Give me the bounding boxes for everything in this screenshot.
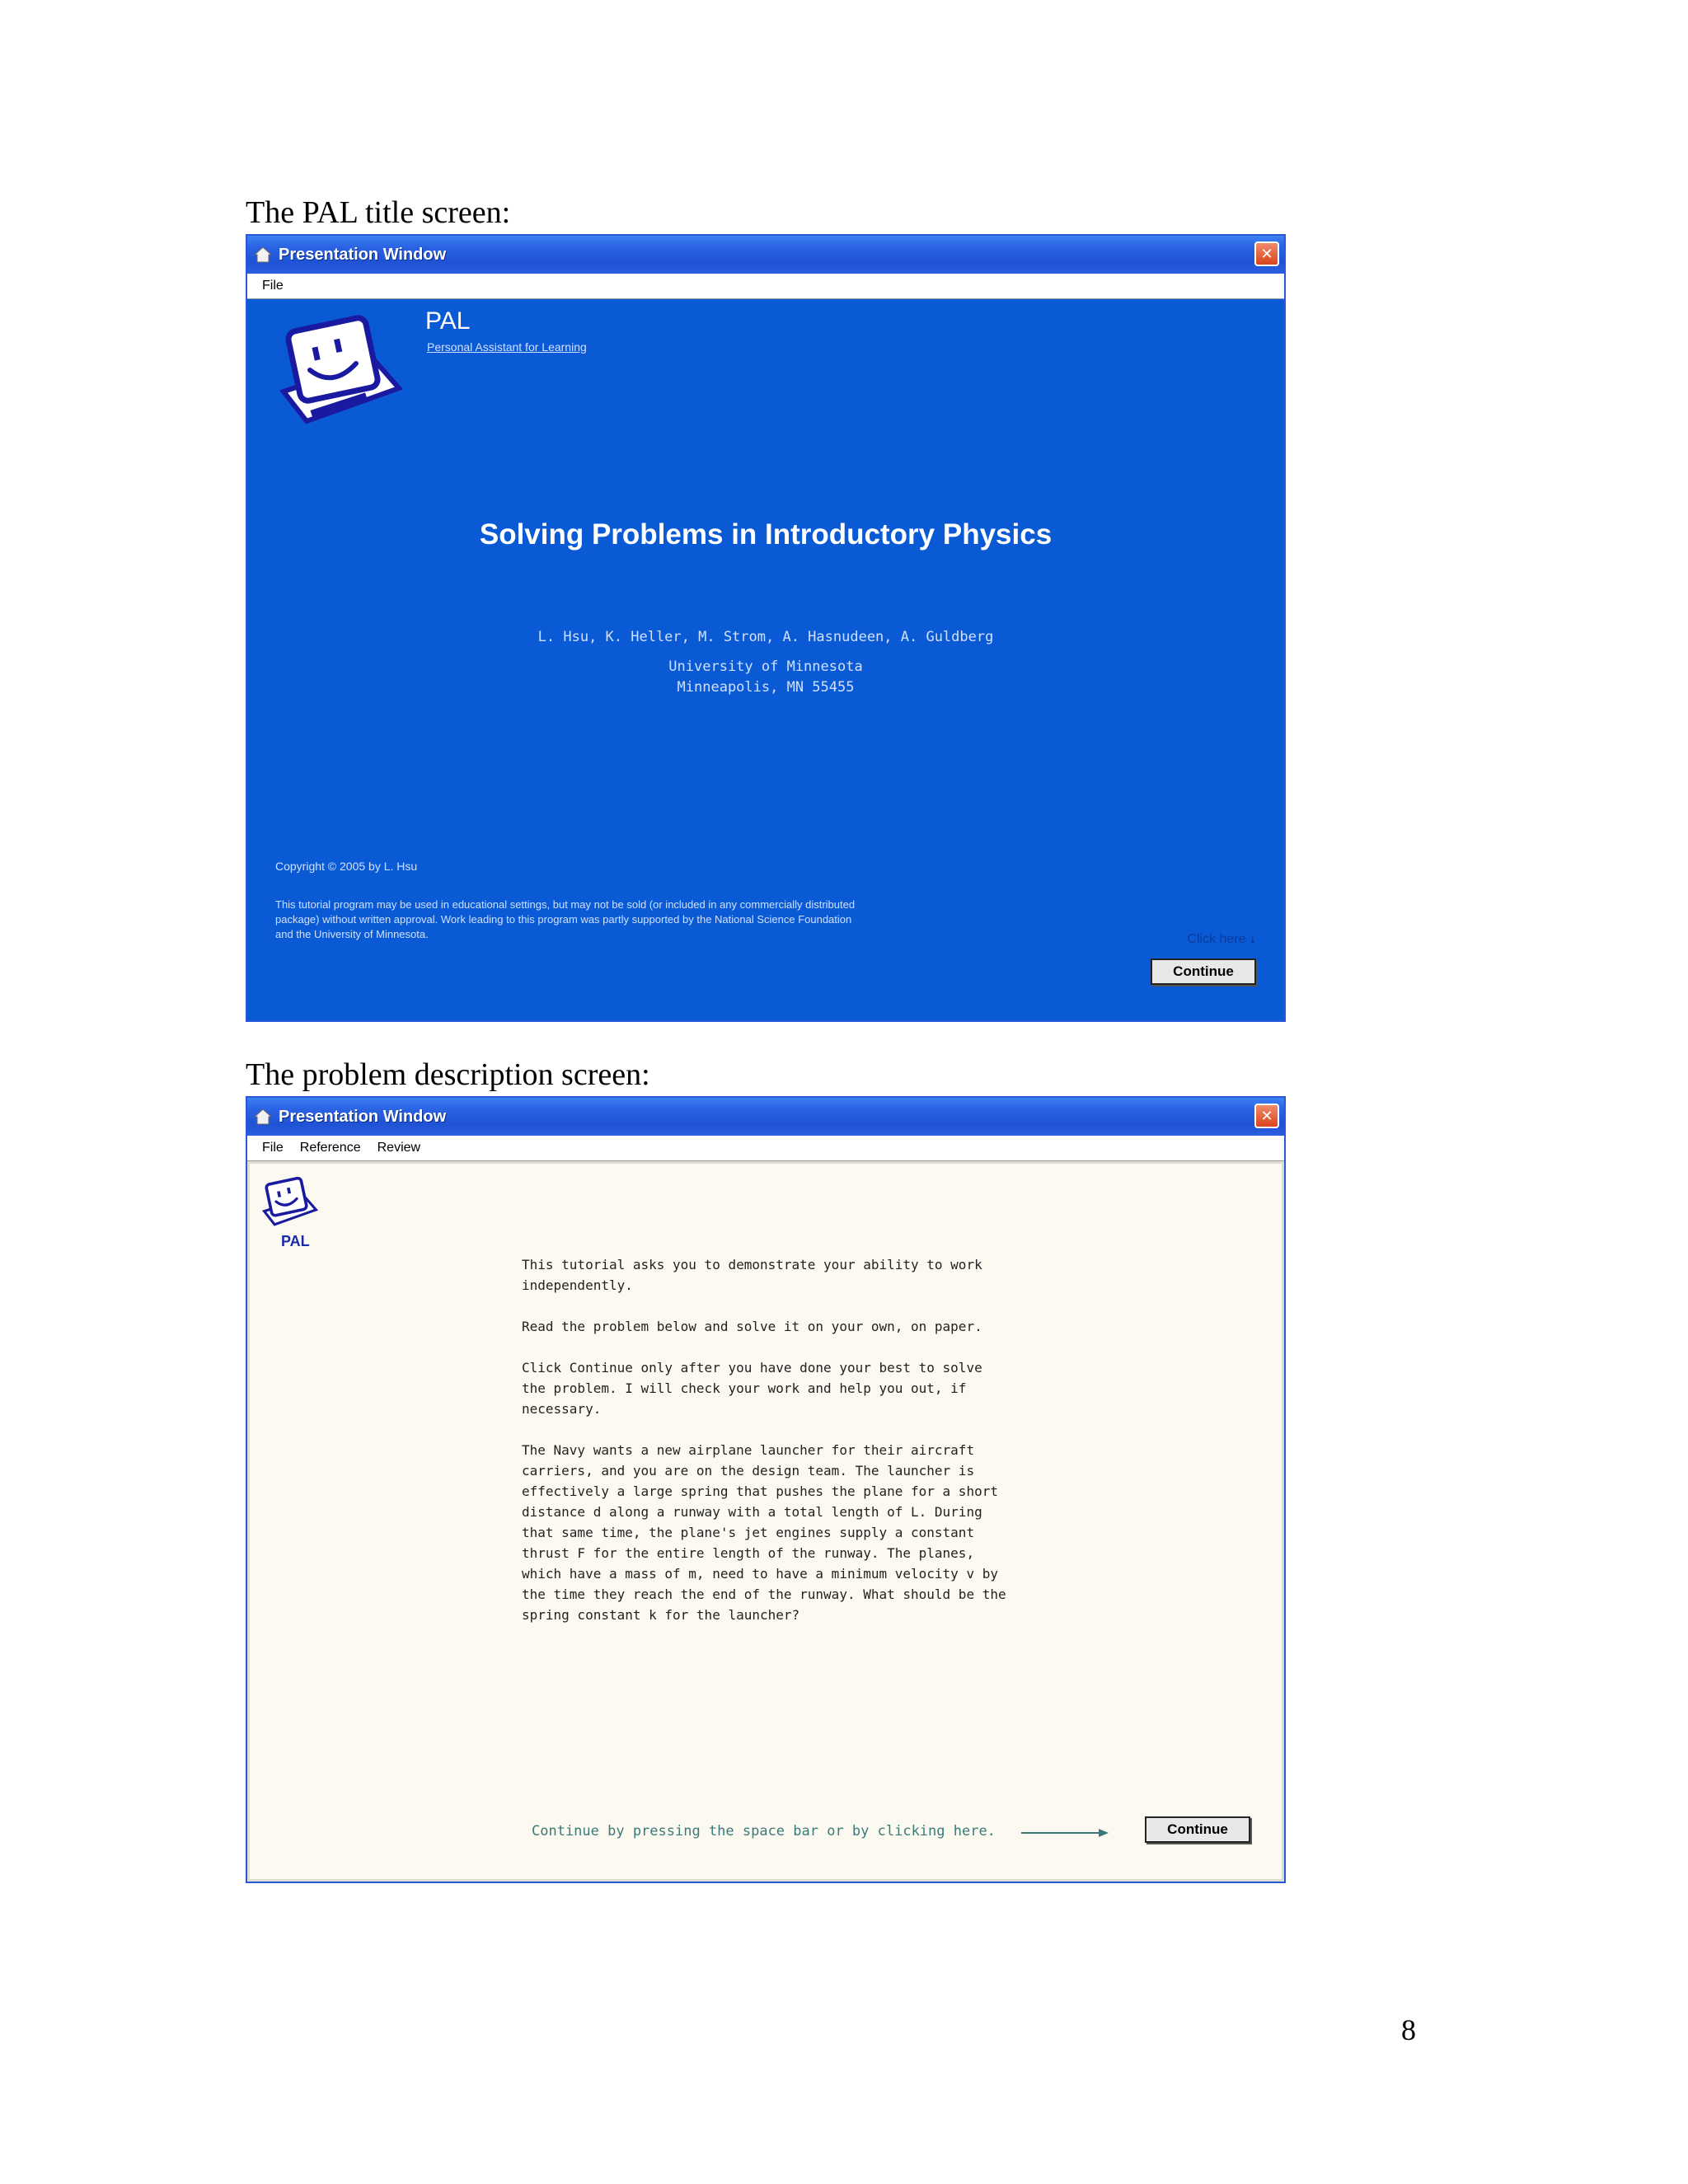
city: Minneapolis, MN 55455 [677,679,855,696]
affiliation [247,657,1284,698]
menu-bar [247,274,1284,299]
close-button[interactable]: ✕ [1254,241,1279,266]
page-number: 8 [1401,2013,1416,2046]
pal-name: PAL [425,307,471,335]
continue-button[interactable]: Continue [1151,958,1256,985]
menu-reference[interactable]: Reference [299,1141,361,1155]
click-here-hint [1187,932,1256,947]
pal-label: PAL [281,1233,310,1249]
pal-subtitle: Personal Assistant for Learning [427,340,587,354]
problem-text [522,1254,1008,1646]
paragraph-continue-note: Click Continue only after you have done your best to solve the problem. I will check your work and help you out, if necessary. [522,1360,982,1417]
caption-title-screen: The PAL title screen: [246,195,511,230]
close-button[interactable]: ✕ [1254,1104,1279,1128]
house-icon [254,1108,272,1126]
continue-button[interactable]: Continue [1145,1816,1250,1843]
house-icon [254,246,272,264]
paragraph-intro: This tutorial asks you to demonstrate your ability to work independently. [522,1257,982,1293]
pal-logo-icon [261,1175,319,1228]
title-screen-content [247,299,1284,1020]
caption-problem-screen: The problem description screen: [246,1057,650,1092]
copyright: Copyright © 2005 by L. Hsu [275,860,418,873]
click-here-label: Click here [1187,932,1246,946]
presentation-window-title [246,234,1286,1022]
window-titlebar[interactable] [247,1098,1284,1136]
usage-notice: This tutorial program may be used in educational settings, but may not be sold (or included in any commercially distributed package) without written approval. Work leading to this program was partly supported by the National Science Foundation and the University of Minnesota. [275,898,856,940]
main-title: Solving Problems in Introductory Physics [479,518,1053,551]
window-titlebar[interactable] [247,236,1284,274]
menu-file[interactable]: File [262,1141,284,1155]
menu-review[interactable]: Review [377,1141,421,1155]
menu-file[interactable]: File [262,279,284,293]
menu-bar [247,1136,1284,1161]
university: University of Minnesota [668,658,863,675]
window-title: Presentation Window [279,245,447,264]
paragraph-instructions: Read the problem below and solve it on your own, on paper. [522,1319,982,1334]
right-arrow-icon [1020,1823,1110,1843]
problem-screen-content [247,1161,1284,1882]
pal-logo-icon [277,312,406,428]
continue-hint[interactable]: Continue by pressing the space bar or by clicking here. [532,1823,996,1840]
down-arrow-icon: ↓ [1250,932,1256,946]
authors: L. Hsu, K. Heller, M. Strom, A. Hasnudeen, A. Guldberg [537,629,994,645]
paragraph-problem: The Navy wants a new airplane launcher for their aircraft carriers, and you are on the design team. The launcher is effectively a large spring that pushes the plane for a short distance d along a runway with a total length of L. During that same time, the plane's jet engines supply a constant thrust F for the entire length of the runway. The planes, which have a mass of m, need to have a minimum velocity v by the time they reach the end of the runway. What should be the spring constant k for the launcher? [522,1442,1006,1623]
window-title: Presentation Window [279,1107,447,1126]
presentation-window-problem [246,1096,1286,1883]
